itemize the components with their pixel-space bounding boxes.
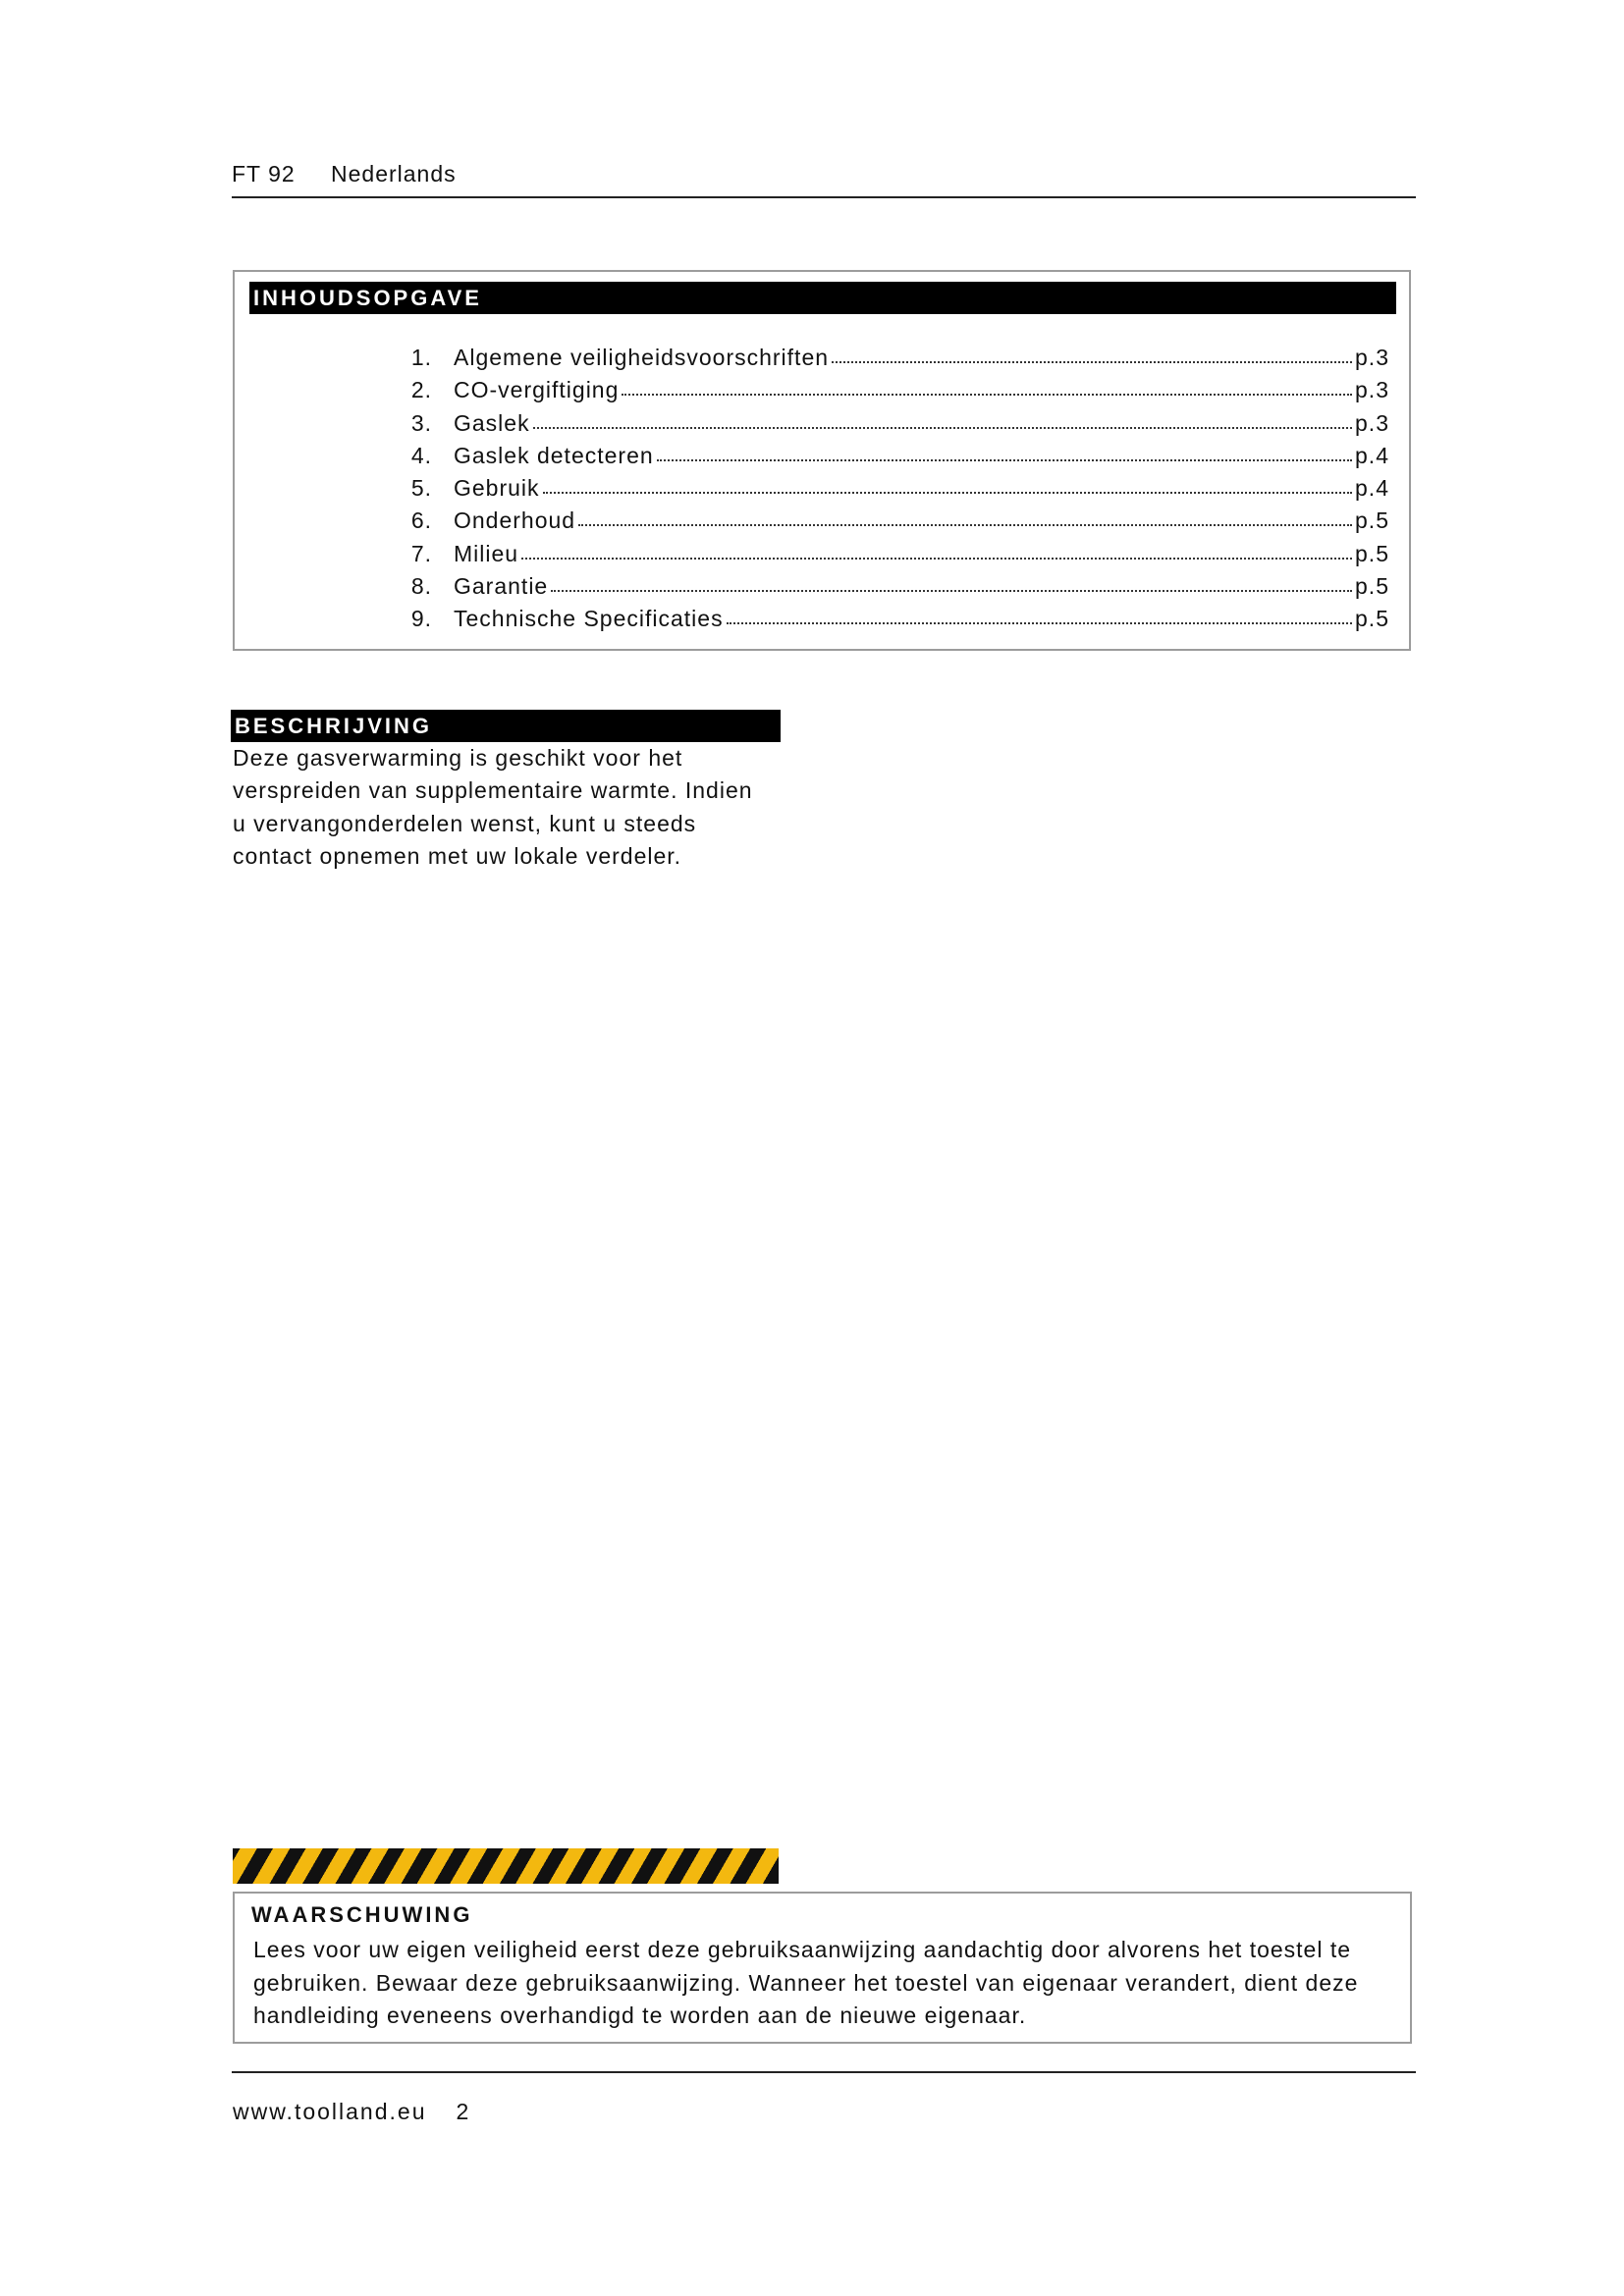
toc-dot-leader: [727, 622, 1352, 624]
toc-item-page: p.4: [1355, 475, 1389, 502]
page-header: [232, 161, 1416, 198]
toc-dot-leader: [533, 427, 1352, 429]
toc-item-number: 1.: [410, 345, 432, 370]
footer-rule: [232, 2071, 1416, 2073]
toc-item-label: Algemene veiligheidsvoorschriften: [454, 345, 830, 370]
toc-item-number: 4.: [410, 442, 432, 468]
toc-dot-leader: [578, 524, 1352, 526]
toc-item-page: p.5: [1355, 507, 1389, 534]
page-number: 2: [456, 2099, 471, 2124]
toc-item-label: Gaslek: [454, 409, 530, 436]
page-footer: [233, 2099, 470, 2125]
toc-item-label: Onderhoud: [454, 507, 576, 534]
toc-item-page: p.3: [1355, 377, 1389, 403]
description-title: BESCHRIJVING: [231, 710, 781, 742]
toc-item-page: p.5: [1355, 606, 1389, 632]
toc-title: INHOUDSOPGAVE: [249, 282, 1396, 314]
website-url: www.toolland.eu: [233, 2099, 427, 2124]
toc-item-page: p.3: [1355, 409, 1389, 436]
toc-item: [386, 410, 1389, 443]
hazard-stripe: [233, 1848, 779, 1884]
toc-dot-leader: [551, 590, 1352, 592]
warning-title: WAARSCHUWING: [251, 1902, 473, 1927]
warning-text: Lees voor uw eigen veiligheid eerst deze gebruiksaanwijzing aandachtig door alvorens het toestel te gebruiken. Bewaar deze gebruiksaanwijzing. Wanneer het toestel van eigenaar verandert, dient deze handleiding eveneens overhandigd te worden aan de nieuwe eigenaar.: [253, 1937, 1359, 2028]
toc-list: [386, 345, 1389, 639]
toc-item-number: 5.: [410, 475, 432, 502]
toc-item-label: Technische Specificaties: [454, 606, 724, 632]
toc-item-label: Gebruik: [454, 475, 540, 502]
toc-item: [386, 507, 1389, 540]
toc-item: [386, 541, 1389, 573]
toc-dot-leader: [657, 459, 1352, 461]
model-code: FT 92: [232, 161, 296, 187]
toc-item: [386, 345, 1389, 377]
toc-item: [386, 475, 1389, 507]
toc-item-number: 6.: [410, 507, 432, 534]
toc-item: [386, 377, 1389, 409]
toc-item: [386, 573, 1389, 606]
toc-item-label: Garantie: [454, 573, 549, 600]
toc-dot-leader: [543, 492, 1352, 494]
toc-item: [386, 443, 1389, 475]
description-text: Deze gasverwarming is geschikt voor het verspreiden van supplementaire warmte. Indien u vervangonderdelen wenst, kunt u steeds contact opnemen met uw lokale verdeler.: [233, 745, 753, 870]
toc-item: [386, 606, 1389, 638]
toc-item-label: Milieu: [454, 540, 519, 566]
toc-item-page: p.3: [1355, 345, 1389, 370]
toc-dot-leader: [832, 361, 1352, 363]
toc-item-label: Gaslek detecteren: [454, 442, 654, 468]
toc-item-number: 7.: [410, 540, 432, 566]
toc-item-number: 8.: [410, 573, 432, 600]
toc-item-label: CO-vergiftiging: [454, 377, 620, 403]
toc-dot-leader: [521, 558, 1352, 560]
toc-item-number: 9.: [410, 606, 432, 632]
toc-item-number: 3.: [410, 409, 432, 436]
toc-item-page: p.5: [1355, 540, 1389, 566]
toc-item-page: p.4: [1355, 442, 1389, 468]
toc-item-number: 2.: [410, 377, 432, 403]
toc-dot-leader: [622, 394, 1352, 396]
language-label: Nederlands: [331, 161, 457, 187]
toc-item-page: p.5: [1355, 573, 1389, 600]
